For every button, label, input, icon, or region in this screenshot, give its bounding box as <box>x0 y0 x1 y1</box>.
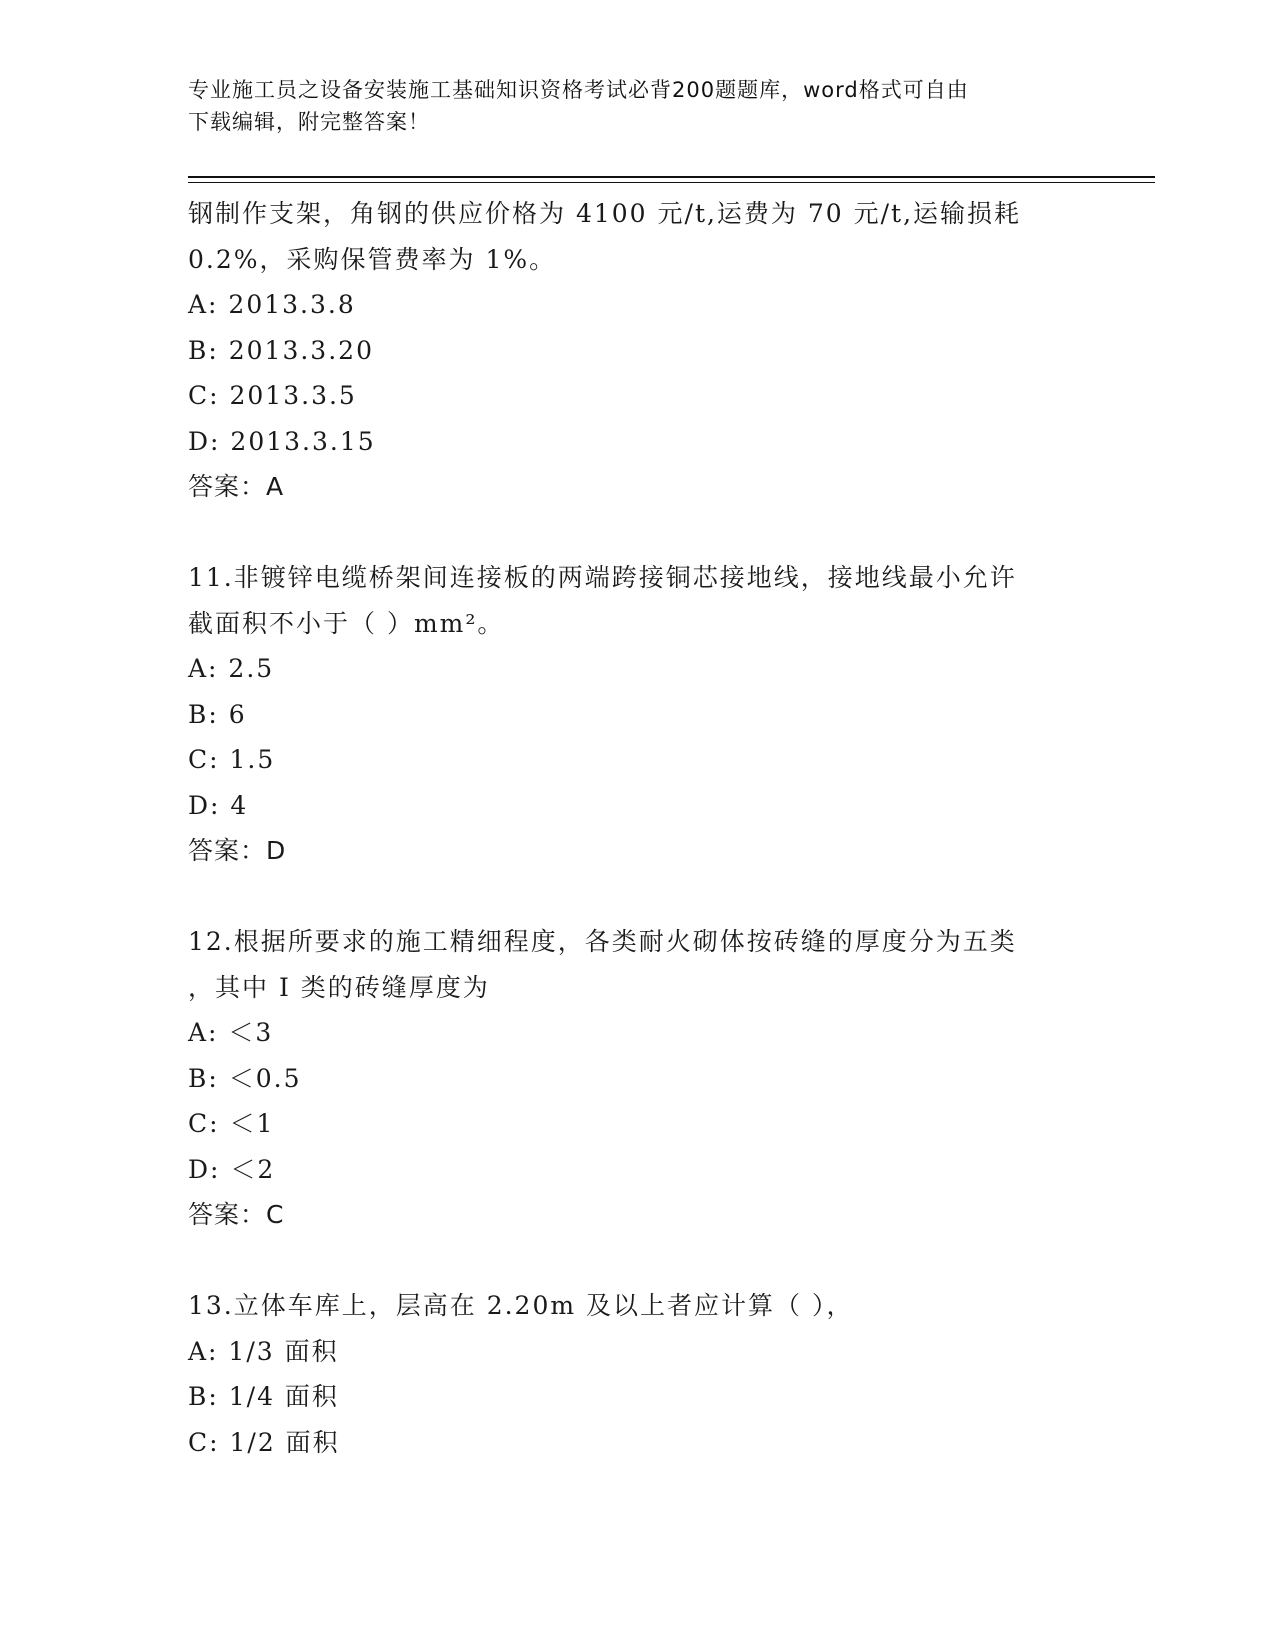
option-c: C: 2013.3.5 <box>188 381 357 410</box>
question-13 <box>188 1283 1088 1465</box>
option-c: C: 1/2 面积 <box>188 1427 340 1457</box>
answer-key: 答案：D <box>188 836 287 865</box>
question-stem: 13.立体车库上，层高在 2.20m 及以上者应计算（ ）， <box>188 1291 854 1320</box>
option-d: D: 2013.3.15 <box>188 426 376 456</box>
header-divider-thick <box>188 176 1155 178</box>
option-a: A: ＜3 <box>188 1018 274 1047</box>
question-stem: ，其中 I 类的砖缝厚度为 <box>188 972 490 1002</box>
option-a: A: 2013.3.8 <box>188 290 356 319</box>
option-b: B: 2013.3.20 <box>188 335 374 365</box>
document-header <box>188 74 1068 138</box>
header-line-2: 下载编辑，附完整答案！ <box>188 110 430 134</box>
question-12 <box>188 919 1088 1238</box>
question-stem: 12.根据所要求的施工精细程度，各类耐火砌体按砖缝的厚度分为五类 <box>188 927 1017 956</box>
option-d: D: 4 <box>188 790 249 820</box>
header-divider-thin <box>188 182 1155 183</box>
option-b: B: 1/4 面积 <box>188 1382 339 1411</box>
option-a: A: 1/3 面积 <box>188 1336 339 1366</box>
answer-key: 答案：C <box>188 1200 285 1229</box>
question-list <box>188 191 1088 1465</box>
option-b: B: 6 <box>188 699 247 729</box>
question-spacer <box>188 1238 1088 1284</box>
question-stem: 截面积不小于（ ）mm²。 <box>188 608 505 638</box>
question-stem: 11.非镀锌电缆桥架间连接板的两端跨接铜芯接地线，接地线最小允许 <box>188 563 1017 592</box>
header-line-1: 专业施工员之设备安装施工基础知识资格考试必背200题题库，word格式可自由 <box>188 78 969 102</box>
option-c: C: 1.5 <box>188 745 276 774</box>
answer-key: 答案：A <box>188 472 285 501</box>
question-spacer <box>188 510 1088 556</box>
question-11 <box>188 555 1088 874</box>
option-a: A: 2.5 <box>188 654 275 683</box>
question-10 <box>188 191 1088 510</box>
option-c: C: ＜1 <box>188 1109 275 1138</box>
question-spacer <box>188 874 1088 920</box>
option-b: B: ＜0.5 <box>188 1063 302 1093</box>
question-stem: 钢制作支架，角钢的供应价格为 4100 元/t,运费为 70 元/t,运输损耗 <box>188 199 1022 228</box>
option-d: D: ＜2 <box>188 1154 276 1184</box>
question-stem: 0.2%，采购保管费率为 1%。 <box>188 244 557 274</box>
